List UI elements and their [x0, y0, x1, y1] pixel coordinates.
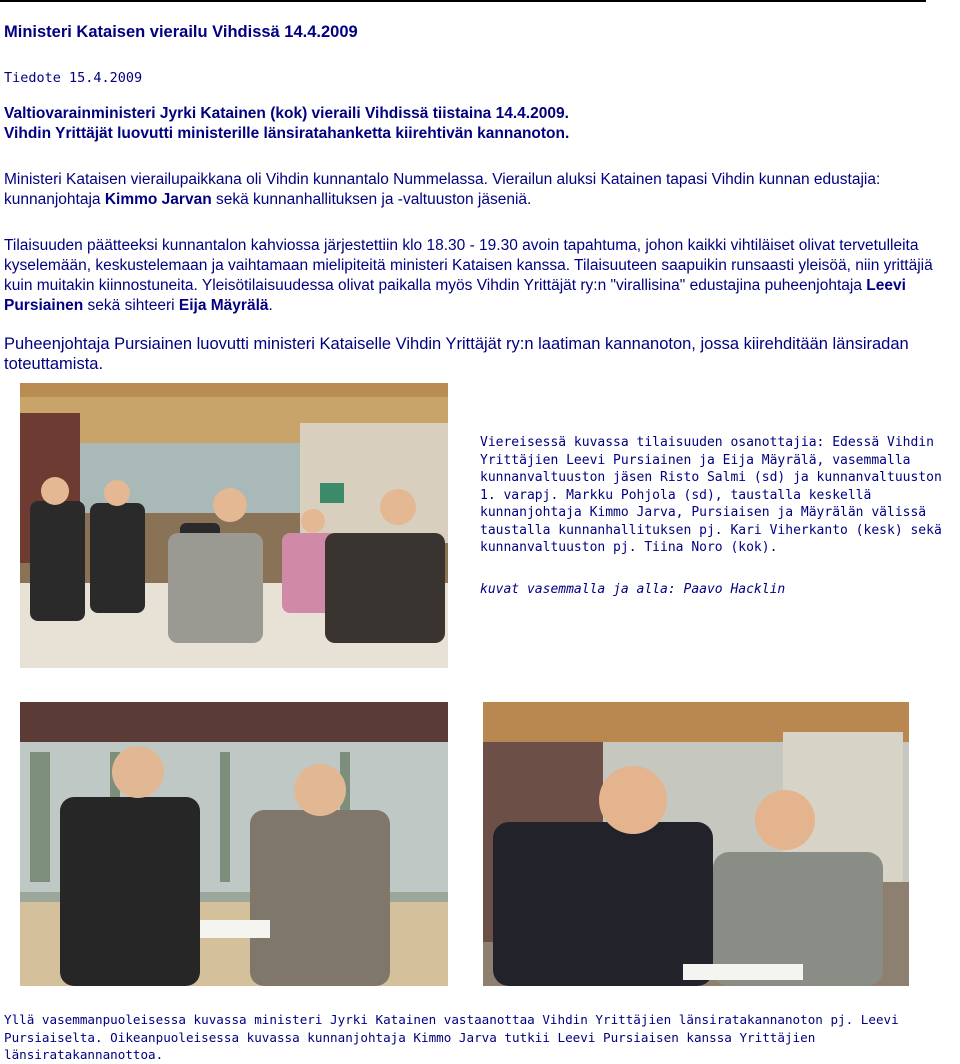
name-eija-mayrala: Eija Mäyrälä — [178, 297, 269, 314]
bottom-caption: Yllä vasemmanpuoleisessa kuvassa ministeri Jyrki Katainen vastaanottaa Vihdin Yrittäjien länsiratakannanoton pj. Leevi Pursiaiselta. Oikeanpuoleisessa kuvassa kunnanjohtaja Kimmo Jarva tutkii Leevi Pursiaisen kanssa Yrittäjien länsiratakannanottoa. — [4, 1012, 899, 1062]
paragraph-visit — [4, 170, 944, 210]
para1-text-b: sekä kunnanhallituksen ja -valtuuston jäseniä. — [211, 191, 532, 208]
release-date: Tiedote 15.4.2009 — [4, 70, 143, 86]
para2-text-b: sekä sihteeri — [83, 297, 179, 314]
photo-handover-left — [20, 702, 448, 986]
photo-audience — [20, 383, 448, 668]
page-title: Ministeri Kataisen vierailu Vihdissä 14.4.2009 — [4, 23, 358, 41]
photo-handover-right — [483, 702, 909, 986]
name-leevi-pursiainen: Leevi Pursiainen — [4, 277, 906, 314]
para2-text-a: Tilaisuuden päätteeksi kunnantalon kahviossa järjestettiin klo 18.30 - 19.30 avoin tapahtuma, johon kaikki vihtiläiset olivat tervetulleita kyselemään, keskustelemaan ja vaihtamaan mielipiteitä ministeri Kataisen kanssa. Tilaisuuteen saapuikin runsaasti yleisöä, niin yrittäjiä kuin muitakin kiinnostuneita. Yleisötilaisuudessa olivat paikalla myös Vihdin Yrittäjät ry:n "virallisina" edustajina puheenjohtaja — [4, 237, 933, 294]
para1-text-a: Ministeri Kataisen vierailupaikkana oli Vihdin kunnantalo Nummelassa. Vierailun aluksi Katainen tapasi Vihdin kunnan edustajia: kunnanjohtaja — [4, 171, 881, 208]
top-divider — [0, 0, 926, 2]
photo-credit: kuvat vasemmalla ja alla: Paavo Hacklin — [480, 582, 786, 597]
photo-caption-audience: Viereisessä kuvassa tilaisuuden osanottajia: Edessä Vihdin Yrittäjien Leevi Pursiainen ja Eija Mäyrälä, vasemmalla kunnanvaltuuston jäsen Risto Salmi (sd) ja kunnanvaltuuston 1. varapj. Markku Pohjola (sd), taustalla keskellä kunnanjohtaja Kimmo Jarva, Pursiaisen ja Mäyrälän välissä taustalla kunnanhallituksen pj. Kari Viherkanto (kesk) sekä kunnanvaltuuston pj. Tiina Noro (kok). — [480, 435, 942, 555]
paragraph-event — [4, 236, 948, 316]
para2-text-c: . — [268, 297, 273, 314]
paragraph-statement: Puheenjohtaja Pursiainen luovutti ministeri Kataiselle Vihdin Yrittäjät ry:n laatiman kannanoton, jossa kiirehditään länsiradan toteuttamista. — [4, 335, 909, 373]
name-kimmo-jarva: Kimmo Jarvan — [104, 191, 212, 208]
lead-line-2: Vihdin Yrittäjät luovutti ministerille länsiratahanketta kiirehtivän kannanoton. — [4, 125, 570, 142]
lead-line-1: Valtiovarainministeri Jyrki Katainen (kok) vieraili Vihdissä tiistaina 14.4.2009. — [4, 105, 569, 122]
lead-paragraph — [4, 104, 569, 144]
